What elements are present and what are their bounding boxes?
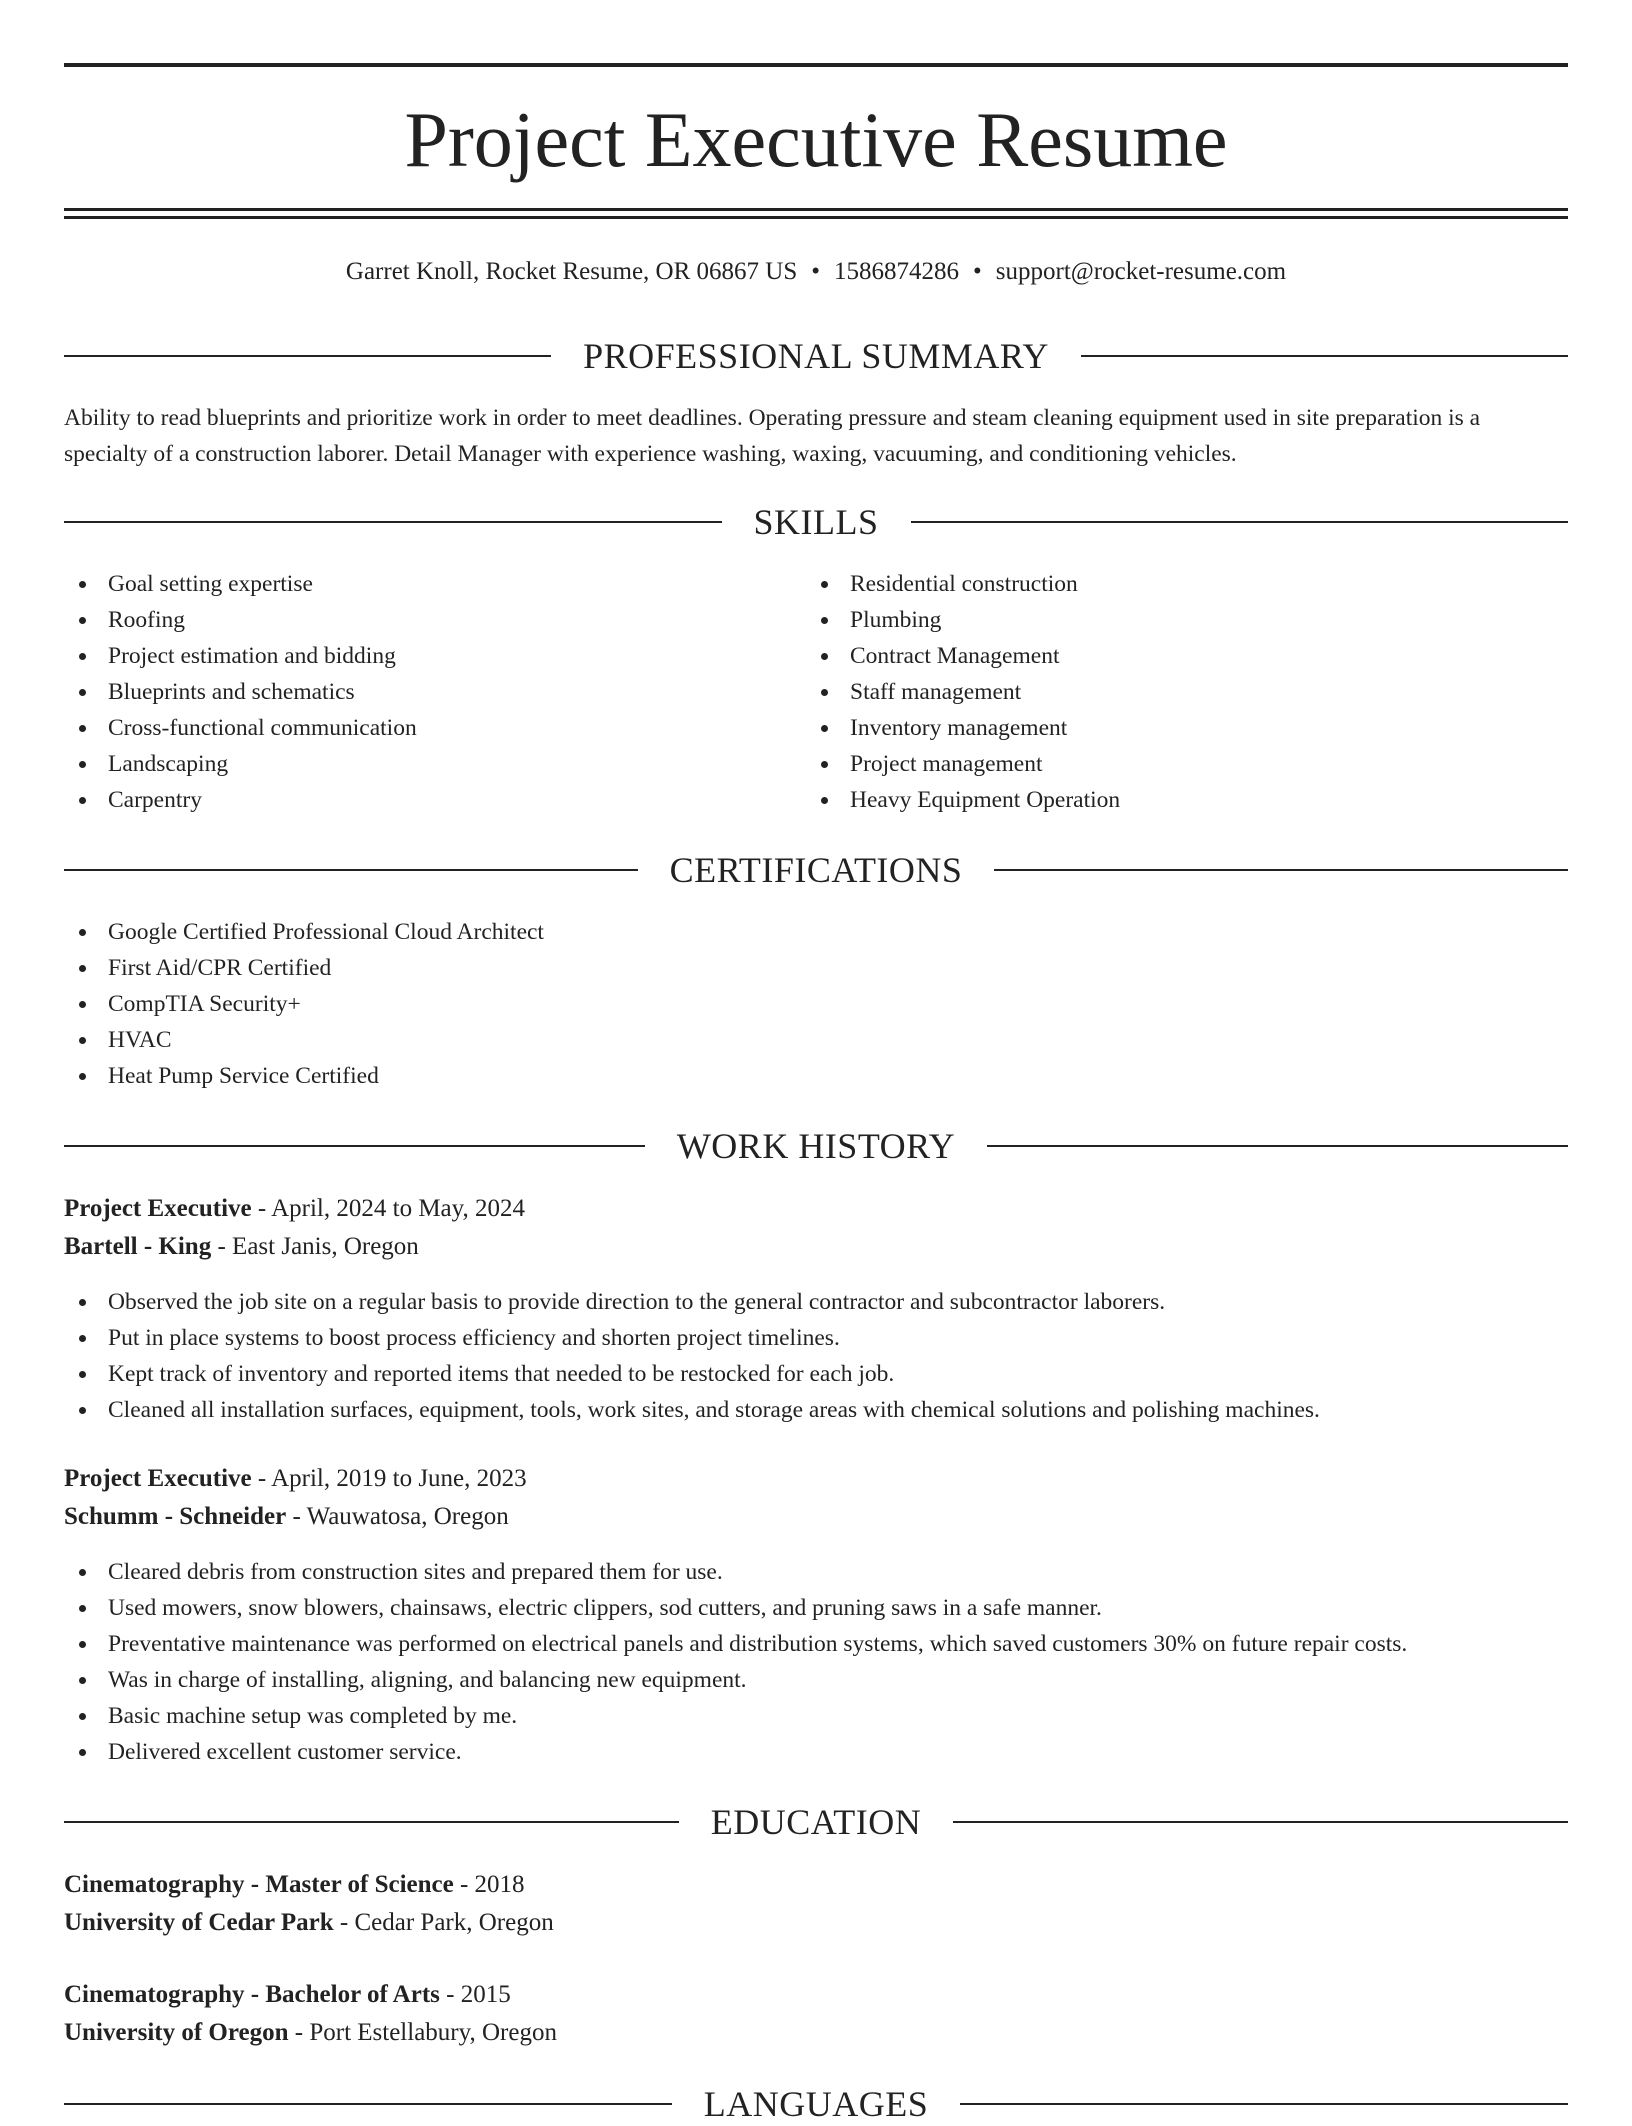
section-rule [987,1145,1568,1147]
list-item: Carpentry [64,782,804,818]
list-item: Contract Management [806,638,1546,674]
section-header-languages [64,2082,1568,2126]
list-item: Delivered excellent customer service. [64,1734,1568,1770]
section-header-skills [64,500,1568,544]
list-item: Inventory management [806,710,1546,746]
job-duties-list [64,1554,1568,1770]
contact-email: support@rocket-resume.com [995,258,1287,285]
job-duties-list [64,1284,1568,1428]
job-company-line [64,1498,1568,1536]
section-title: CERTIFICATIONS [669,850,963,890]
section-header-work-history [64,1124,1568,1168]
list-item: Heavy Equipment Operation [806,782,1546,818]
section-rule [64,521,722,523]
section-title: EDUCATION [710,1802,922,1842]
section-title: PROFESSIONAL SUMMARY [583,336,1049,376]
section-rule [994,869,1568,871]
job-dates: - April, 2024 to May, 2024 [251,1195,526,1222]
list-item: Observed the job site on a regular basis to provide direction to the general contractor and subcontractor laborers. [64,1284,1568,1320]
list-item: HVAC [64,1022,1568,1058]
list-item: Cleaned all installation surfaces, equipment, tools, work sites, and storage areas with chemical solutions and polishing machines. [64,1392,1568,1428]
list-item: Basic machine setup was completed by me. [64,1698,1568,1734]
education-degree-line [64,1976,1568,2014]
section-header-summary [64,334,1568,378]
list-item: Heat Pump Service Certified [64,1058,1568,1094]
job-title-line [64,1190,1568,1228]
section-rule [960,2103,1568,2105]
job-company-line [64,1228,1568,1266]
list-item: Landscaping [64,746,804,782]
certifications-list [64,914,1568,1094]
title-rule-lower [64,216,1568,219]
job-title: Project Executive [64,1195,252,1222]
job-title: Project Executive [64,1465,252,1492]
summary-text: Ability to read blueprints and prioritize work in order to meet deadlines. Operating pressure and steam cleaning equipment used in site preparation is a specialty of a construction laborer. Detail Manager with experience washing, waxing, vacuuming, and conditioning vehicles. [64,405,1481,467]
section-title: SKILLS [753,502,879,542]
list-item: Preventative maintenance was performed on electrical panels and distribution systems, which saved customers 30% on future repair costs. [64,1626,1568,1662]
section-rule [953,1821,1568,1823]
list-item: First Aid/CPR Certified [64,950,1568,986]
title-rule-upper [64,208,1568,211]
list-item: Blueprints and schematics [64,674,804,710]
list-item: Goal setting expertise [64,566,804,602]
education-location: - Cedar Park, Oregon [333,1909,554,1936]
education-entry [64,1866,1568,1942]
list-item: Used mowers, snow blowers, chainsaws, electric clippers, sod cutters, and pruning saws in a safe manner. [64,1590,1568,1626]
section-title: LANGUAGES [703,2084,929,2124]
contact-line [64,254,1568,290]
job-company: Schumm - Schneider [64,1503,287,1530]
contact-separator: • [811,258,821,285]
top-rule [64,63,1568,67]
education-entry [64,1976,1568,2052]
list-item: CompTIA Security+ [64,986,1568,1022]
contact-phone: 1586874286 [834,258,960,285]
education-school-line [64,2014,1568,2052]
education-degree-line [64,1866,1568,1904]
list-item: Cleared debris from construction sites and prepared them for use. [64,1554,1568,1590]
list-item: Google Certified Professional Cloud Architect [64,914,1568,950]
list-item: Kept track of inventory and reported items that needed to be restocked for each job. [64,1356,1568,1392]
education-year: - 2015 [439,1981,511,2008]
skills-list-left [64,566,804,818]
job-title-line [64,1460,1568,1498]
section-rule [64,869,638,871]
list-item: Project management [806,746,1546,782]
skills-list-right [806,566,1546,818]
job-entry [64,1460,1568,1536]
education-school-line [64,1904,1568,1942]
list-item: Project estimation and bidding [64,638,804,674]
section-rule [64,1821,679,1823]
page-title: Project Executive Resume [404,96,1228,183]
contact-separator: • [973,258,982,285]
list-item: Staff management [806,674,1546,710]
education-degree: Cinematography - Master of Science [64,1871,454,1898]
education-year: - 2018 [453,1871,525,1898]
section-rule [64,2103,672,2105]
job-entry [64,1190,1568,1266]
section-rule [64,355,551,357]
job-company: Bartell - King [64,1233,212,1260]
list-item: Residential construction [806,566,1546,602]
education-degree: Cinematography - Bachelor of Arts [64,1981,440,2008]
job-location: - East Janis, Oregon [211,1233,419,1260]
section-rule [64,1145,645,1147]
section-header-education [64,1800,1568,1844]
education-school: University of Cedar Park [64,1909,334,1936]
section-header-certifications [64,848,1568,892]
education-school: University of Oregon [64,2019,289,2046]
list-item: Plumbing [806,602,1546,638]
job-dates: - April, 2019 to June, 2023 [251,1465,527,1492]
section-rule [1081,355,1568,357]
job-location: - Wauwatosa, Oregon [286,1503,509,1530]
list-item: Cross-functional communication [64,710,804,746]
list-item: Put in place systems to boost process efficiency and shorten project timelines. [64,1320,1568,1356]
contact-address: Garret Knoll, Rocket Resume, OR 06867 US [345,258,798,285]
list-item: Roofing [64,602,804,638]
section-title: WORK HISTORY [676,1126,956,1166]
list-item: Was in charge of installing, aligning, and balancing new equipment. [64,1662,1568,1698]
section-rule [911,521,1569,523]
education-location: - Port Estellabury, Oregon [288,2019,557,2046]
